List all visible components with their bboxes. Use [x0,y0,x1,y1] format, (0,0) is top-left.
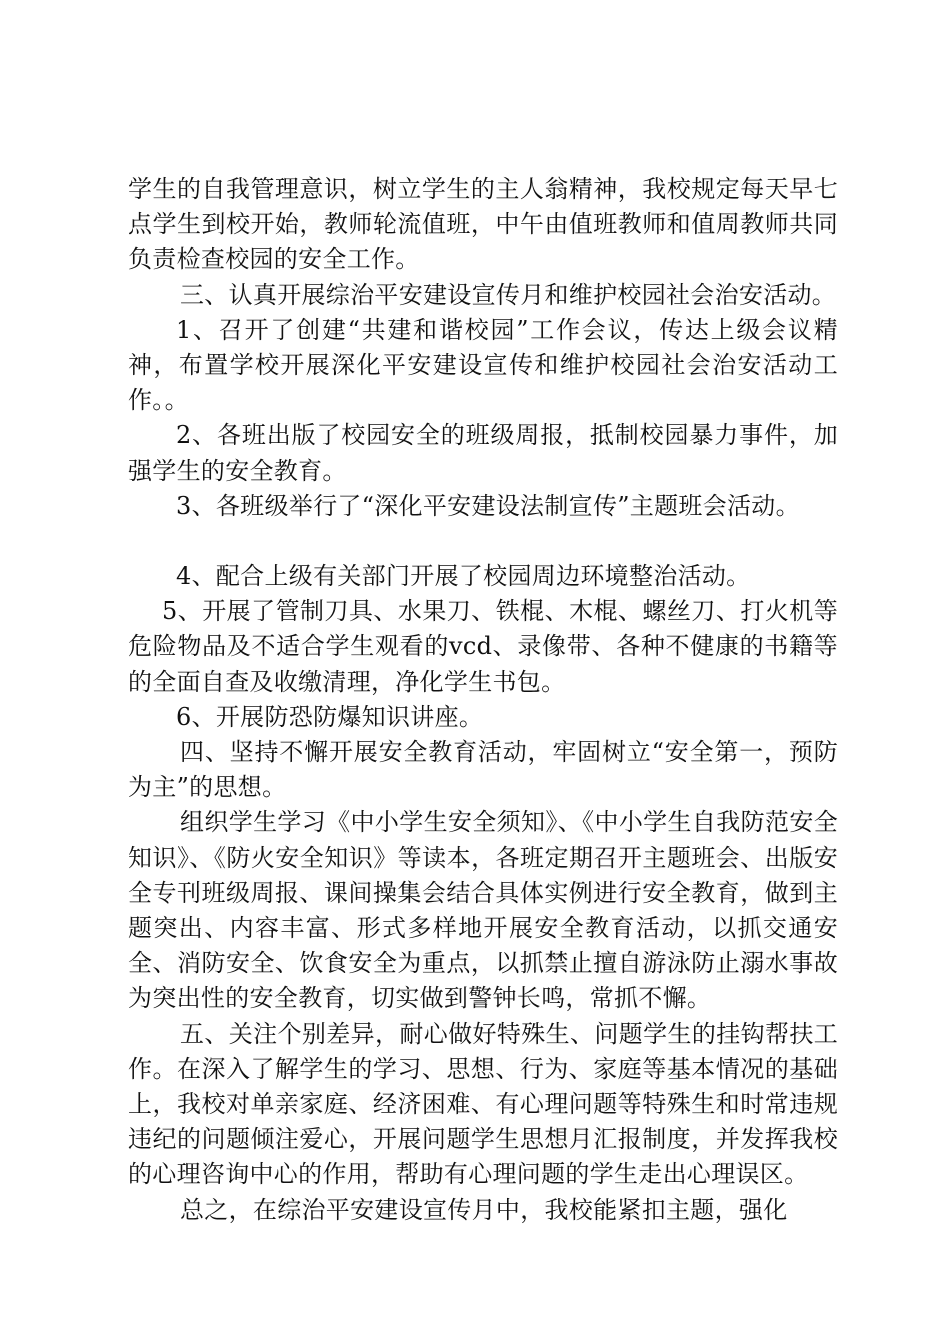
list-item-1: 1、召开了创建“共建和谐校园”工作会议，传达上级会议精神，布置学校开展深化平安建设宣传和维护校园社会治安活动工作。。 [128,315,838,415]
list-item-6: 6、开展防恐防爆知识讲座。 [176,702,484,731]
heading-section-four: 四、坚持不懈开展安全教育活动，牢固树立“安全第一，预防为主”的思想。 [128,738,838,802]
paragraph-summary: 总之，在综治平安建设宣传月中，我校能紧扣主题，强化 [180,1195,788,1224]
heading-section-five: 五、关注个别差异，耐心做好特殊生、问题学生的挂钩帮扶工作。在深入了解学生的学习、思想、行为、家庭等基本情况的基础上，我校对单亲家庭、经济困难、有心理问题等特殊生和时常违规违纪的问题倾注爱心，开展问题学生思想月汇报制度，并发挥我校的心理咨询中心的作用，帮助有心理问题的学生走出心理误区。 [128,1019,838,1189]
heading-section-three: 三、认真开展综治平安建设宣传月和维护校园社会治安活动。 [180,280,837,309]
list-item-3: 3、各班级举行了“深化平安建设法制宣传”主题班会活动。 [176,491,800,520]
document-page [128,172,838,1228]
blank-line [128,524,838,559]
paragraph-self-management: 学生的自我管理意识，树立学生的主人翁精神，我校规定每天早七点学生到校开始，教师轮流值班，中午由值班教师和值周教师共同负责检查校园的安全工作。 [128,175,838,274]
list-item-2: 2、各班出版了校园安全的班级周报，抵制校园暴力事件，加强学生的安全教育。 [128,421,838,485]
list-item-5: 5、开展了管制刀具、水果刀、铁棍、木棍、螺丝刀、打火机等危险物品及不适合学生观看的vcd、录像带、各种不健康的书籍等的全面自查及收缴清理，净化学生书包。 [128,597,838,696]
list-item-4: 4、配合上级有关部门开展了校园周边环境整治活动。 [176,562,751,591]
paragraph-safety-education: 组织学生学习《中小学生安全须知》、《中小学生自我防范安全知识》、《防火安全知识》等读本，各班定期召开主题班会、出版安全专刊班级周报、课间操集会结合具体实例进行安全教育，做到主题突出、内容丰富、形式多样地开展安全教育活动，以抓交通安全、消防安全、饮食安全为重点，以抓禁止擅自游泳防止溺水事故为突出性的安全教育，切实做到警钟长鸣，常抓不懈。 [128,808,838,1013]
